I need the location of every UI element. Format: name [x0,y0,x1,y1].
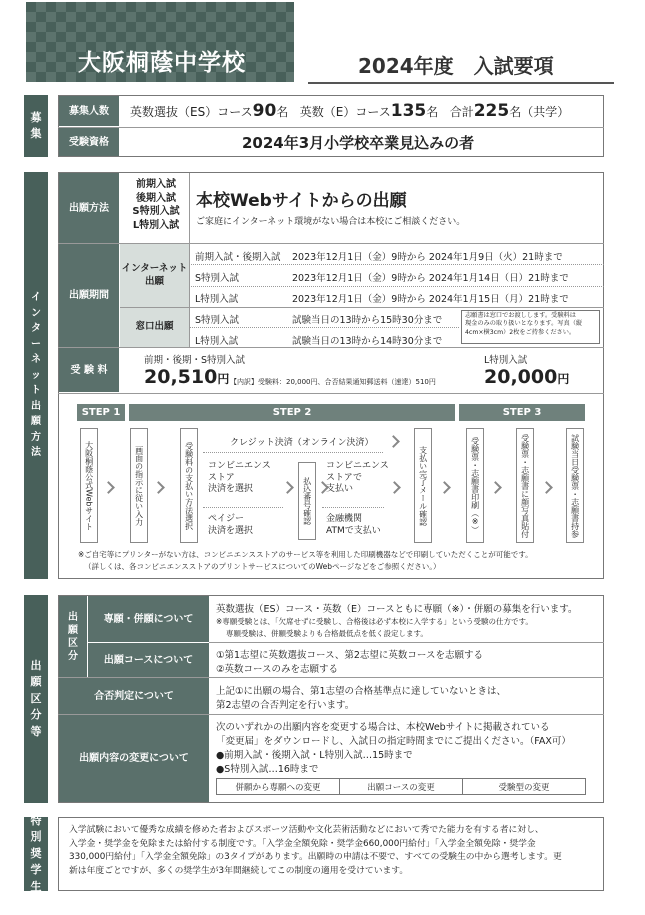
single-text: 英数選抜（ES）コース・英数（E）コースともに専願（※）・併願の募集を行います。 [216,604,578,615]
recruit-counts: 英数選抜（ES）コース90名 英数（E）コース135名 合計225名（共学） [130,101,570,121]
fee-a-label: 前期・後期・S特別入試 [144,355,246,366]
print-note-detail: （詳しくは、各コンビニエンスストアのプリントサービスについてのWebページなどをご参照ください。） [84,562,441,571]
window-apply-label: 窓口出願 [120,308,189,347]
period-range: 2023年12月1日（金）9時から 2024年1月15日（月）21時まで [292,294,569,305]
category-outer-label: 出 願 区 分 [59,596,87,677]
scholar-text: 入学試験において優秀な成績を修めた者およびスポーツ活動や文化芸術活動などにおいて秀でた能力を有する者に対し、 入学金・奨学金を免除または給付する制度です。「入学金全額免除・奨学金660,000円給付」「入学金全額免除・奨学金 330,000円給付」「入学金全額免除」の3タイプがあります。出願時の申請は不要で、すべての受験生の中から選考します。更 新は年度ごとですが、多くの奨学生が3年間継続してこの制度の適用を受けています。 [58,817,604,891]
count-label: 募集人数 [59,96,119,126]
change-text: ●前期入試・後期入試・L特別入試…15時まで [216,750,413,761]
change-text: 「変更届」をダウンロードし、入試日の指定時間までにご提出ください。（FAX可） [216,736,571,747]
period-range: 2023年12月1日（金）9時から 2024年1月14日（日）21時まで [292,273,569,284]
step-payment-number: 払込番号確認 [298,462,316,540]
fee-a-note: 【内訳】受験料：20,000円、合否結果通知郵送料（速達）510円 [230,378,436,386]
fee-b-amount: 20,000円 [484,366,570,388]
window-row: S特別入試 [195,315,240,326]
title-underline [308,82,614,84]
fee-label: 受 験 料 [59,348,119,392]
course-option: ①第1志望に英数選抜コース、第2志望に英数コースを志願する [216,650,483,661]
period-range: 2023年12月1日（金）9時から 2024年1月9日（火）21時まで [292,252,563,263]
step-mail-confirm: 支払い完了メール確認 [414,428,432,543]
judge-text: 第2志望の合否判定を行います。 [216,700,355,711]
change-text: ●S特別入試…16時まで [216,764,319,775]
course-label: 出願コースについて [88,643,209,677]
change-types: 併願から専願への変更 出願コースの変更 受験型の変更 [216,778,586,795]
period-row: S特別入試 [195,273,240,284]
single-label: 専願・併願について [88,596,209,642]
step2-bar: STEP 2 [129,404,455,421]
course-option: ②英数コースのみを志願する [216,664,339,675]
section-label-scholar: 特 別 奨 学 生 [24,817,48,891]
step-print: 受験票・志願書印刷（※） [466,428,484,543]
section-label-internet: イ ン タ ー ネ ッ ト 出 願 方 法 [24,172,48,579]
window-range: 試験当日の13時から14時30分まで [292,336,443,347]
convenience-pay: コンビニエンス ストアで 支払い [326,461,389,495]
period-row: 前期入試・後期入試 [195,252,281,263]
page-title: 2024年度 入試要項 [358,54,554,78]
method-main: 本校Webサイトからの出願 [196,191,407,211]
fee-b-label: L特別入試 [484,355,528,366]
single-note: ※専願受験とは、「欠席せずに受験し、合格後は必ず本校に入学する」という受験の仕方です。 [216,617,533,626]
judge-text: 上記①に出願の場合、第1志望の合格基準点に達していないときは、 [216,686,507,697]
window-range: 試験当日の13時から15時30分まで [292,315,443,326]
step-payment-select: 受験料の支払い方法選択 [180,428,198,543]
method-label: 出願方法 [59,173,119,243]
convenience-select: コンビニエンス ストア 決済を選択 [208,461,271,495]
payeasy-select: ペイジー 決済を選択 [208,514,254,536]
print-note: ※ご自宅等にプリンターがない方は、コンビニエンスストアのサービス等を利用した印刷機器などで印刷していただくことが可能です。 [78,550,533,559]
bank-pay: 金融機関 ATMで支払い [326,514,381,536]
section-label-recruit: 募 集 [24,95,48,157]
credit-payment: クレジット決済（オンライン決済） [230,438,374,448]
internet-apply-label: インターネット 出願 [120,244,189,307]
single-note: 専願受験は、併願受験よりも合格最低点を低く設定します。 [226,629,428,638]
judge-label: 合否判定について [59,678,209,714]
period-row: L特別入試 [195,294,239,305]
step3-bar: STEP 3 [459,404,585,421]
qualification-label: 受験資格 [59,128,119,156]
window-row: L特別入試 [195,336,239,347]
step-bring: 試験当日受験票・志願書持参 [566,428,584,543]
step-official-site: 大阪桐蔭公式Webサイト [80,428,98,543]
change-text: 次のいずれかの出願内容を変更する場合は、本校Webサイトに掲載されている [216,722,550,733]
section-label-category: 出 願 区 分 等 [24,595,48,803]
qualification-text: 2024年3月小学校卒業見込みの者 [242,134,475,152]
step-photo: 受験票・志願書に顔写真貼付 [516,428,534,543]
school-name: 大阪桐蔭中学校 [78,50,246,76]
step-input: 画面の指示に従い入力 [130,428,148,543]
window-note: 志願書は窓口でお渡しします。受験料は 現金のみの取り扱いとなります。写真（縦 4cm×横3cm）2枚をご持参ください。 [461,310,600,344]
change-label: 出願内容の変更について [59,715,209,802]
step1-bar: STEP 1 [77,404,125,421]
method-types: 前期入試 後期入試 S特別入試 L特別入試 [132,179,180,231]
fee-a-amount: 20,510円 [144,366,230,388]
method-sub: ご家庭にインターネット環境がない場合は本校にご相談ください。 [196,217,466,227]
period-label: 出願期間 [59,244,119,347]
